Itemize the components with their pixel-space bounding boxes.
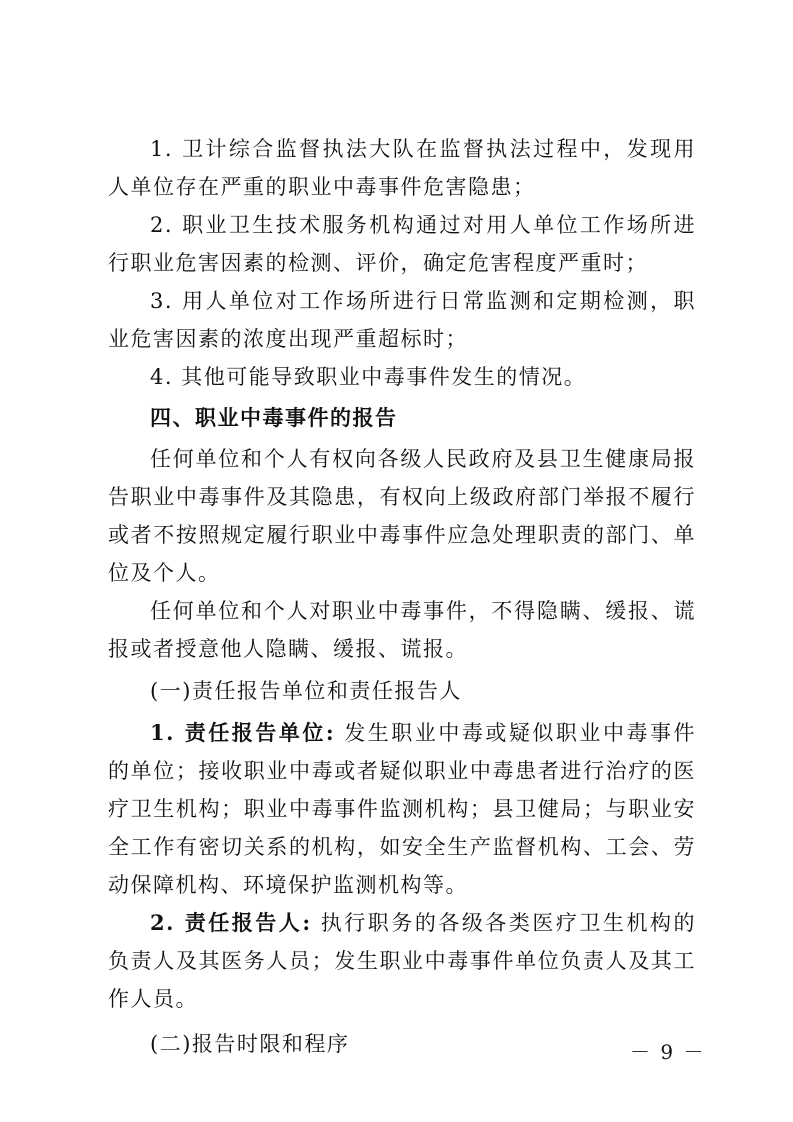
responsible-person-text: 执行职务的各级各类医疗卫生机构的负责人及其医务人员；发生职业中毒事件单位负责人及其工作人员。	[108, 911, 696, 1011]
body-text	[108, 130, 696, 1067]
page-number: － 9 －	[630, 1040, 706, 1064]
subheading-report-time-procedure: (二)报告时限和程序	[150, 1032, 350, 1056]
paragraph-no-concealment: 任何单位和个人对职业中毒事件，不得隐瞒、缓报、谎报或者授意他人隐瞒、缓报、谎报。	[108, 599, 696, 661]
list-item-3: 3. 用人单位对工作场所进行日常监测和定期检测，职业危害因素的浓度出现严重超标时；	[108, 289, 696, 351]
paragraph-report-rights: 任何单位和个人有权向各级人民政府及县卫生健康局报告职业中毒事件及其隐患，有权向上级政府部门举报不履行或者不按照规定履行职业中毒事件应急处理职责的部门、单位及个人。	[108, 447, 696, 585]
subheading-responsible-reporters: (一)责任报告单位和责任报告人	[150, 679, 462, 703]
responsible-person-label: 2. 责任报告人:	[150, 910, 312, 935]
section-heading: 四、职业中毒事件的报告	[150, 405, 398, 430]
responsible-unit-label: 1. 责任报告单位:	[150, 720, 336, 745]
list-item-2: 2. 职业卫生技术服务机构通过对用人单位工作场所进行职业危害因素的检测、评价，确定危害程度严重时；	[108, 213, 696, 275]
list-item-1: 1. 卫计综合监督执法大队在监督执法过程中，发现用人单位存在严重的职业中毒事件危害隐患；	[108, 137, 696, 199]
list-item-4: 4. 其他可能导致职业中毒事件发生的情况。	[150, 365, 587, 389]
responsible-unit-text: 发生职业中毒或疑似职业中毒事件的单位；接收职业中毒或者疑似职业中毒患者进行治疗的医疗卫生机构；职业中毒事件监测机构；县卫健局；与职业安全工作有密切关系的机构，如安全生产监督机构、工会、劳动保障机构、环境保护监测机构等。	[108, 721, 696, 897]
paragraph-responsible-unit	[108, 714, 696, 904]
paragraph-responsible-person	[108, 904, 696, 1018]
